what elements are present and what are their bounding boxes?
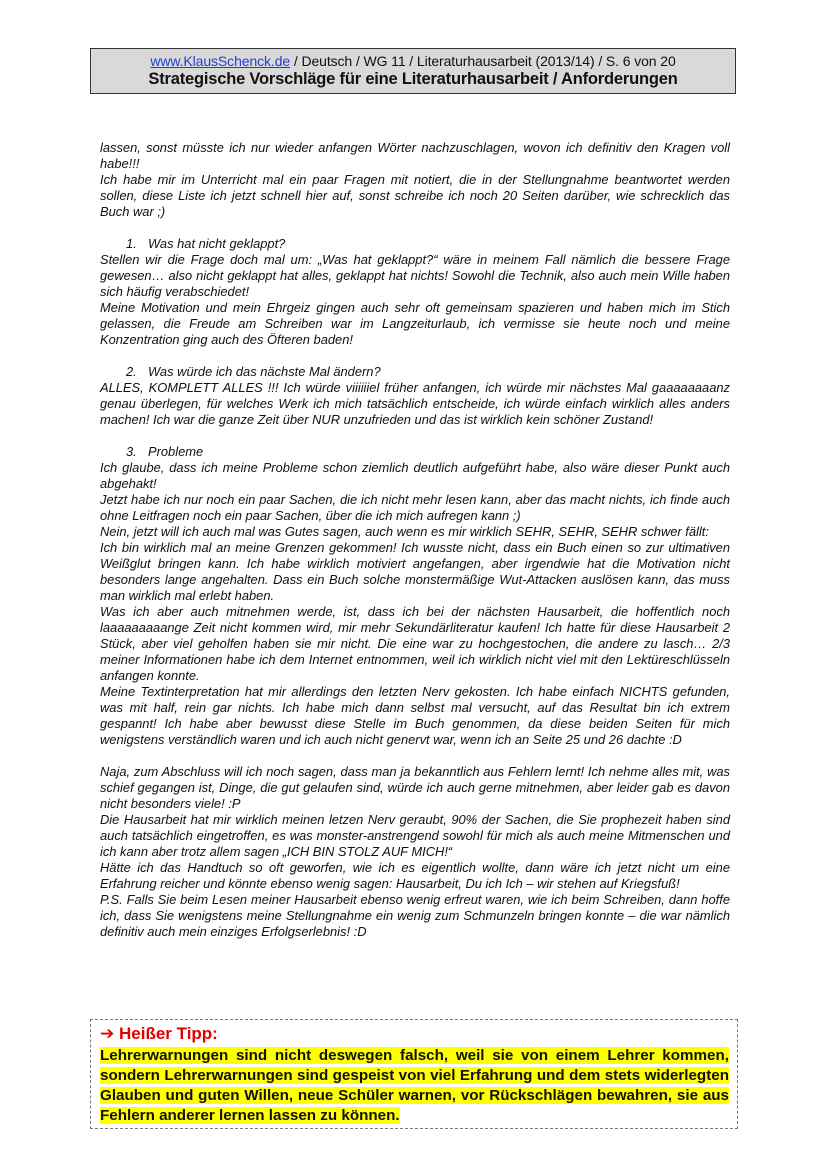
paragraph: Was ich aber auch mitnehmen werde, ist, dass ich bei der nächsten Hausarbeit, die hoffentlich noch laaaaaaaaange Zeit nicht kommen wird, mir mehr Sekundärliteratur kaufen! Ich hatte für diese Hausarbeit 2 Stück, aber viel geholfen haben sie mir nicht. Die eine war zu hochgestochen, die andere zu lasch… 2/3 meiner Informationen habe ich dem Internet entnommen, weil ich wirklich nicht viel mit den Lektüreschlüsseln anfangen konnte. — [100, 604, 730, 683]
paragraph: Stellen wir die Frage doch mal um: „Was hat geklappt?“ wäre in meinem Fall nämlich die bessere Frage gewesen… also nicht geklappt hat alles, geklappt hat nichts! Sowohl die Technik, also auch mein Wille haben sich häufig verabschiedet! — [100, 252, 730, 299]
arrow-right-icon: ➔ — [100, 1024, 115, 1043]
paragraph: Jetzt habe ich nur noch ein paar Sachen, die ich nicht mehr lesen kann, aber das macht nichts, ich finde auch ohne Leitfragen noch ein paar Sachen, über die ich mich aufregen kann ;) — [100, 492, 730, 523]
document-body — [100, 140, 730, 940]
list-number: 1. — [126, 236, 137, 251]
tip-title — [100, 1024, 729, 1044]
header-title: Strategische Vorschläge für eine Literaturhausarbeit / Anforderungen — [148, 70, 678, 88]
paragraph: Ich habe mir im Unterricht mal ein paar Fragen mit notiert, die in der Stellungnahme beantwortet werden sollen, diese Liste ich jetzt schnell hier auf, sonst schreibe ich noch 20 Seiten darüber, wie schrecklich das Buch war ;) — [100, 172, 730, 219]
list-item-heading — [100, 236, 730, 252]
list-label: Was würde ich das nächste Mal ändern? — [148, 364, 381, 379]
paragraph: Meine Motivation und mein Ehrgeiz gingen auch sehr oft gemeinsam spazieren und haben mich im Stich gelassen, die Freude am Schreiben war im Langzeiturlaub, ich vermisse sie heute noch und meine Konzentration ging auch des Öfteren baden! — [100, 300, 730, 347]
list-item-heading — [100, 444, 730, 460]
page-header — [90, 48, 736, 94]
paragraph: lassen, sonst müsste ich nur wieder anfangen Wörter nachzuschlagen, wovon ich definitiv den Kragen voll habe!!! — [100, 140, 730, 171]
paragraph: Nein, jetzt will ich auch mal was Gutes sagen, auch wenn es mir wirklich SEHR, SEHR, SEHR schwer fällt: — [100, 524, 709, 539]
paragraph: Naja, zum Abschluss will ich noch sagen, dass man ja bekanntlich aus Fehlern lernt! Ich nehme alles mit, was schief gegangen ist, Dinge, die gut gelaufen sind, würde ich auch gerne mitnehmen, aber leider gab es davon nicht besonders viele! :P — [100, 764, 730, 811]
list-item-heading — [100, 364, 730, 380]
header-meta: / Deutsch / WG 11 / Literaturhausarbeit (2013/14) / S. 6 von 20 — [290, 53, 676, 69]
tip-text — [100, 1046, 729, 1126]
list-number: 2. — [126, 364, 137, 379]
list-number: 3. — [126, 444, 137, 459]
header-line — [91, 53, 735, 70]
tip-title-text: Heißer Tipp: — [118, 1024, 218, 1043]
paragraph: Hätte ich das Handtuch so oft geworfen, wie ich es eigentlich wollte, dann wäre ich jetzt nicht um eine Erfahrung reicher und könnte ebenso wenig sagen: Hausarbeit, Du ich Ich – wir stehen auf Kriegsfuß! — [100, 860, 730, 891]
paragraph: Ich glaube, dass ich meine Probleme schon ziemlich deutlich aufgeführt habe, also wäre dieser Punkt auch abgehakt! — [100, 460, 730, 491]
paragraph: Ich bin wirklich mal an meine Grenzen gekommen! Ich wusste nicht, dass ein Buch einen so zur ultimativen Weißglut bringen kann. Ich habe wirklich motiviert angefangen, aber irgendwie hat die Motivation nicht besonders lange angehalten. Dass ein Buch solche monstermäßige Wut-Attacken auslösen kann, das muss man wirklich mal erlebt haben. — [100, 540, 730, 603]
list-label: Probleme — [148, 444, 204, 459]
tip-box — [90, 1019, 738, 1129]
tip-highlighted-text: Lehrerwarnungen sind nicht deswegen falsch, weil sie von einem Lehrer kommen, sondern Lehrerwarnungen sind gespeist von viel Erfahrung und dem stets widerlegten Glauben und guten Willen, neue Schüler warnen, vor Rückschlägen bewahren, sie aus Fehlern anderer lernen lassen zu können. — [100, 1047, 729, 1124]
paragraph: ALLES, KOMPLETT ALLES !!! Ich würde viiiiiiel früher anfangen, ich würde mir nächstes Mal gaaaaaaaanz genau überlegen, für welches Werk ich mich tatsächlich entscheide, ich würde einfach wirklich alles anders machen! Ich war die ganze Zeit über NUR unzufrieden und das ist wirklich kein schöner Zustand! — [100, 380, 730, 427]
paragraph: Die Hausarbeit hat mir wirklich meinen letzen Nerv geraubt, 90% der Sachen, die Sie prophezeit haben sind auch tatsächlich eingetroffen, es was monster-anstrengend sowohl für mich als auch meine Mitmenschen und ich kann aber trotz allem sagen „ICH BIN STOLZ AUF MICH!“ — [100, 812, 730, 859]
paragraph: Meine Textinterpretation hat mir allerdings den letzten Nerv gekosten. Ich habe einfach NICHTS gefunden, was mit half, rein gar nichts. Ich habe mich dann selbst mal versucht, auf das Resultat bin ich extrem gespannt! Ich habe aber bewusst diese Stelle im Buch genommen, da diese beiden Seiten für mich wenigstens verständlich waren und ich auch nicht genervt war, wenn ich an Seite 25 und 26 dachte :D — [100, 684, 730, 747]
paragraph: P.S. Falls Sie beim Lesen meiner Hausarbeit ebenso wenig erfreut waren, wie ich beim Schreiben, dann hoffe ich, dass Sie wenigstens meine Stellungnahme ein wenig zum Schmunzeln bringen konnte – die war nämlich definitiv auch mein einziges Erfolgserlebnis! :D — [100, 892, 730, 939]
site-link[interactable]: www.KlausSchenck.de — [150, 53, 291, 69]
list-label: Was hat nicht geklappt? — [148, 236, 286, 251]
